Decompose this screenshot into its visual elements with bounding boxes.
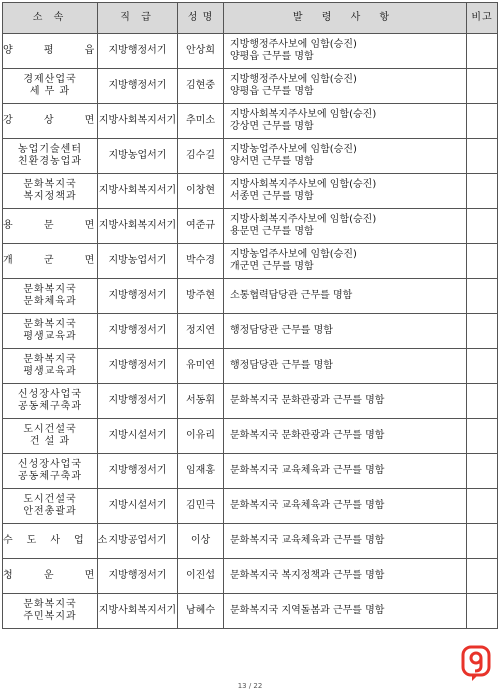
dept-line: 농업기술센터	[18, 144, 82, 155]
table-row	[3, 244, 498, 279]
cell-order	[224, 279, 467, 314]
table-row	[3, 384, 498, 419]
dept-line: 복지정책과	[23, 191, 77, 202]
cell-order	[224, 384, 467, 419]
order-line: 지방행정주사보에 임함(승진)	[230, 74, 357, 85]
dept-line: 문화복지국	[23, 319, 77, 330]
order-line: 행정담당관 근무를 명함	[230, 360, 333, 371]
cell-order	[224, 34, 467, 69]
cell-name: 추미소	[178, 104, 224, 139]
cell-dept	[3, 104, 109, 139]
cell-order	[224, 139, 467, 174]
cell-rank: 지방농업서기	[98, 139, 178, 174]
dept-line: 청 운 면	[3, 570, 109, 581]
cell-rank: 지방공업서기	[98, 524, 178, 559]
order-line: 문화복지국 문화관광과 근무를 명함	[230, 430, 385, 441]
header-rank: 직 급	[98, 3, 178, 34]
cell-note	[467, 524, 498, 559]
cell-order	[224, 104, 467, 139]
cell-name: 유미연	[178, 349, 224, 384]
table-row	[3, 139, 498, 174]
dept-line: 평생교육과	[23, 366, 77, 377]
cell-order	[224, 454, 467, 489]
table-row	[3, 419, 498, 454]
order-line: 지방행정주사보에 임함(승진)	[230, 39, 357, 50]
cell-order	[224, 594, 467, 629]
dept-line: 개 군 면	[3, 255, 109, 266]
order-line: 양평읍 근무를 명함	[230, 86, 314, 97]
dept-line: 도시건설국	[23, 424, 77, 435]
dept-line: 문화복지국	[23, 179, 77, 190]
cell-order	[224, 244, 467, 279]
dept-line: 문화복지국	[23, 599, 77, 610]
cell-order	[224, 524, 467, 559]
table-row	[3, 174, 498, 209]
cell-rank: 지방행정서기	[98, 349, 178, 384]
cell-note	[467, 244, 498, 279]
dept-line: 세 무 과	[29, 86, 71, 97]
cell-rank: 지방행정서기	[98, 34, 178, 69]
order-line: 지방농업주사보에 임함(승진)	[230, 144, 357, 155]
cell-rank: 지방시설서기	[98, 489, 178, 524]
order-line: 문화복지국 교육체육과 근무를 명함	[230, 500, 385, 511]
order-line: 문화복지국 지역돌봄과 근무를 명함	[230, 605, 385, 616]
header-order: 발 령 사 항	[224, 3, 467, 34]
header-name: 성 명	[178, 3, 224, 34]
cell-dept	[3, 349, 98, 384]
order-line: 문화복지국 교육체육과 근무를 명함	[230, 535, 385, 546]
cell-rank: 지방행정서기	[98, 384, 178, 419]
order-line: 지방농업주사보에 임함(승진)	[230, 249, 357, 260]
cell-name: 남혜수	[178, 594, 224, 629]
cell-rank: 지방사회복지서기	[98, 174, 178, 209]
table-row	[3, 559, 498, 594]
cell-rank: 지방시설서기	[98, 419, 178, 454]
brand-logo-icon	[460, 646, 492, 682]
cell-name: 이진섭	[178, 559, 224, 594]
order-line: 용문면 근무를 명함	[230, 226, 314, 237]
table-row	[3, 594, 498, 629]
cell-name: 여준규	[178, 209, 224, 244]
cell-note	[467, 174, 498, 209]
cell-note	[467, 279, 498, 314]
order-line: 문화복지국 문화관광과 근무를 명함	[230, 395, 385, 406]
dept-line: 양 평 읍	[3, 45, 109, 56]
table-row	[3, 349, 498, 384]
cell-name: 서동휘	[178, 384, 224, 419]
dept-line: 공동체구축과	[18, 471, 82, 482]
dept-line: 도시건설국	[23, 494, 77, 505]
dept-line: 안전총괄과	[23, 506, 77, 517]
cell-note	[467, 69, 498, 104]
order-line: 강상면 근무를 명함	[230, 121, 314, 132]
dept-line: 평생교육과	[23, 331, 77, 342]
table-row	[3, 34, 498, 69]
cell-order	[224, 489, 467, 524]
order-line: 지방사회복지주사보에 임함(승진)	[230, 179, 377, 190]
cell-note	[467, 559, 498, 594]
cell-order	[224, 69, 467, 104]
cell-name: 박수경	[178, 244, 224, 279]
cell-note	[467, 384, 498, 419]
cell-note	[467, 419, 498, 454]
cell-name: 이유리	[178, 419, 224, 454]
cell-dept	[3, 489, 98, 524]
cell-dept	[3, 279, 98, 314]
dept-line: 용 문 면	[3, 220, 109, 231]
order-line: 서종면 근무를 명함	[230, 191, 314, 202]
dept-line: 신성장사업국	[18, 459, 82, 470]
cell-dept	[3, 244, 109, 279]
dept-line: 수도사업소	[3, 535, 122, 546]
cell-name: 이상	[178, 524, 224, 559]
table-row	[3, 279, 498, 314]
cell-name: 정지연	[178, 314, 224, 349]
cell-rank: 지방행정서기	[98, 279, 178, 314]
cell-dept	[3, 419, 98, 454]
dept-line: 문화체육과	[23, 296, 77, 307]
order-line: 지방사회복지주사보에 임함(승진)	[230, 109, 377, 120]
cell-order	[224, 559, 467, 594]
page-number: 13 / 22	[237, 682, 263, 690]
order-line: 개군면 근무를 명함	[230, 261, 314, 272]
cell-name: 안상희	[178, 34, 224, 69]
order-line: 지방사회복지주사보에 임함(승진)	[230, 214, 377, 225]
dept-line: 건 설 과	[29, 436, 71, 447]
cell-note	[467, 104, 498, 139]
cell-dept	[3, 314, 98, 349]
cell-note	[467, 594, 498, 629]
cell-name: 김현중	[178, 69, 224, 104]
cell-note	[467, 314, 498, 349]
cell-name: 이창현	[178, 174, 224, 209]
table-row	[3, 209, 498, 244]
header-dept: 소 속	[3, 3, 98, 34]
dept-line: 강 상 면	[3, 115, 109, 126]
cell-note	[467, 209, 498, 244]
order-line: 문화복지국 복지정책과 근무를 명함	[230, 570, 385, 581]
cell-rank: 지방행정서기	[98, 314, 178, 349]
cell-dept	[3, 69, 98, 104]
cell-note	[467, 454, 498, 489]
cell-order	[224, 314, 467, 349]
cell-name: 임재홍	[178, 454, 224, 489]
cell-rank: 지방행정서기	[98, 69, 178, 104]
cell-order	[224, 174, 467, 209]
cell-rank: 지방사회복지서기	[98, 594, 178, 629]
table-row	[3, 489, 498, 524]
cell-dept	[3, 454, 98, 489]
order-line: 문화복지국 교육체육과 근무를 명함	[230, 465, 385, 476]
cell-dept	[3, 559, 109, 594]
table-row	[3, 69, 498, 104]
dept-line: 문화복지국	[23, 284, 77, 295]
order-line: 양서면 근무를 명함	[230, 156, 314, 167]
dept-line: 친환경농업과	[18, 156, 82, 167]
table-row	[3, 524, 498, 559]
cell-rank: 지방사회복지서기	[98, 104, 178, 139]
cell-dept	[3, 384, 98, 419]
dept-line: 문화복지국	[23, 354, 77, 365]
cell-order	[224, 209, 467, 244]
cell-dept	[3, 174, 98, 209]
cell-name: 방주현	[178, 279, 224, 314]
cell-dept	[3, 139, 98, 174]
cell-note	[467, 139, 498, 174]
cell-dept	[3, 524, 122, 559]
order-line: 행정담당관 근무를 명함	[230, 325, 333, 336]
order-line: 소통협력담당관 근무를 명함	[230, 290, 353, 301]
cell-name: 김수길	[178, 139, 224, 174]
cell-rank: 지방행정서기	[98, 454, 178, 489]
cell-note	[467, 489, 498, 524]
cell-order	[224, 419, 467, 454]
table-header-row	[3, 3, 498, 34]
table-row	[3, 454, 498, 489]
personnel-order-table	[2, 2, 498, 629]
cell-name: 김민극	[178, 489, 224, 524]
cell-dept	[3, 594, 98, 629]
cell-rank: 지방행정서기	[98, 559, 178, 594]
order-line: 양평읍 근무를 명함	[230, 51, 314, 62]
dept-line: 경제산업국	[23, 74, 77, 85]
dept-line: 주민복지과	[23, 611, 77, 622]
cell-rank: 지방사회복지서기	[98, 209, 178, 244]
table-row	[3, 104, 498, 139]
table-row	[3, 314, 498, 349]
dept-line: 공동체구축과	[18, 401, 82, 412]
cell-dept	[3, 34, 109, 69]
cell-note	[467, 349, 498, 384]
cell-dept	[3, 209, 109, 244]
header-note: 비고	[467, 3, 498, 34]
cell-rank: 지방농업서기	[98, 244, 178, 279]
cell-note	[467, 34, 498, 69]
dept-line: 신성장사업국	[18, 389, 82, 400]
cell-order	[224, 349, 467, 384]
